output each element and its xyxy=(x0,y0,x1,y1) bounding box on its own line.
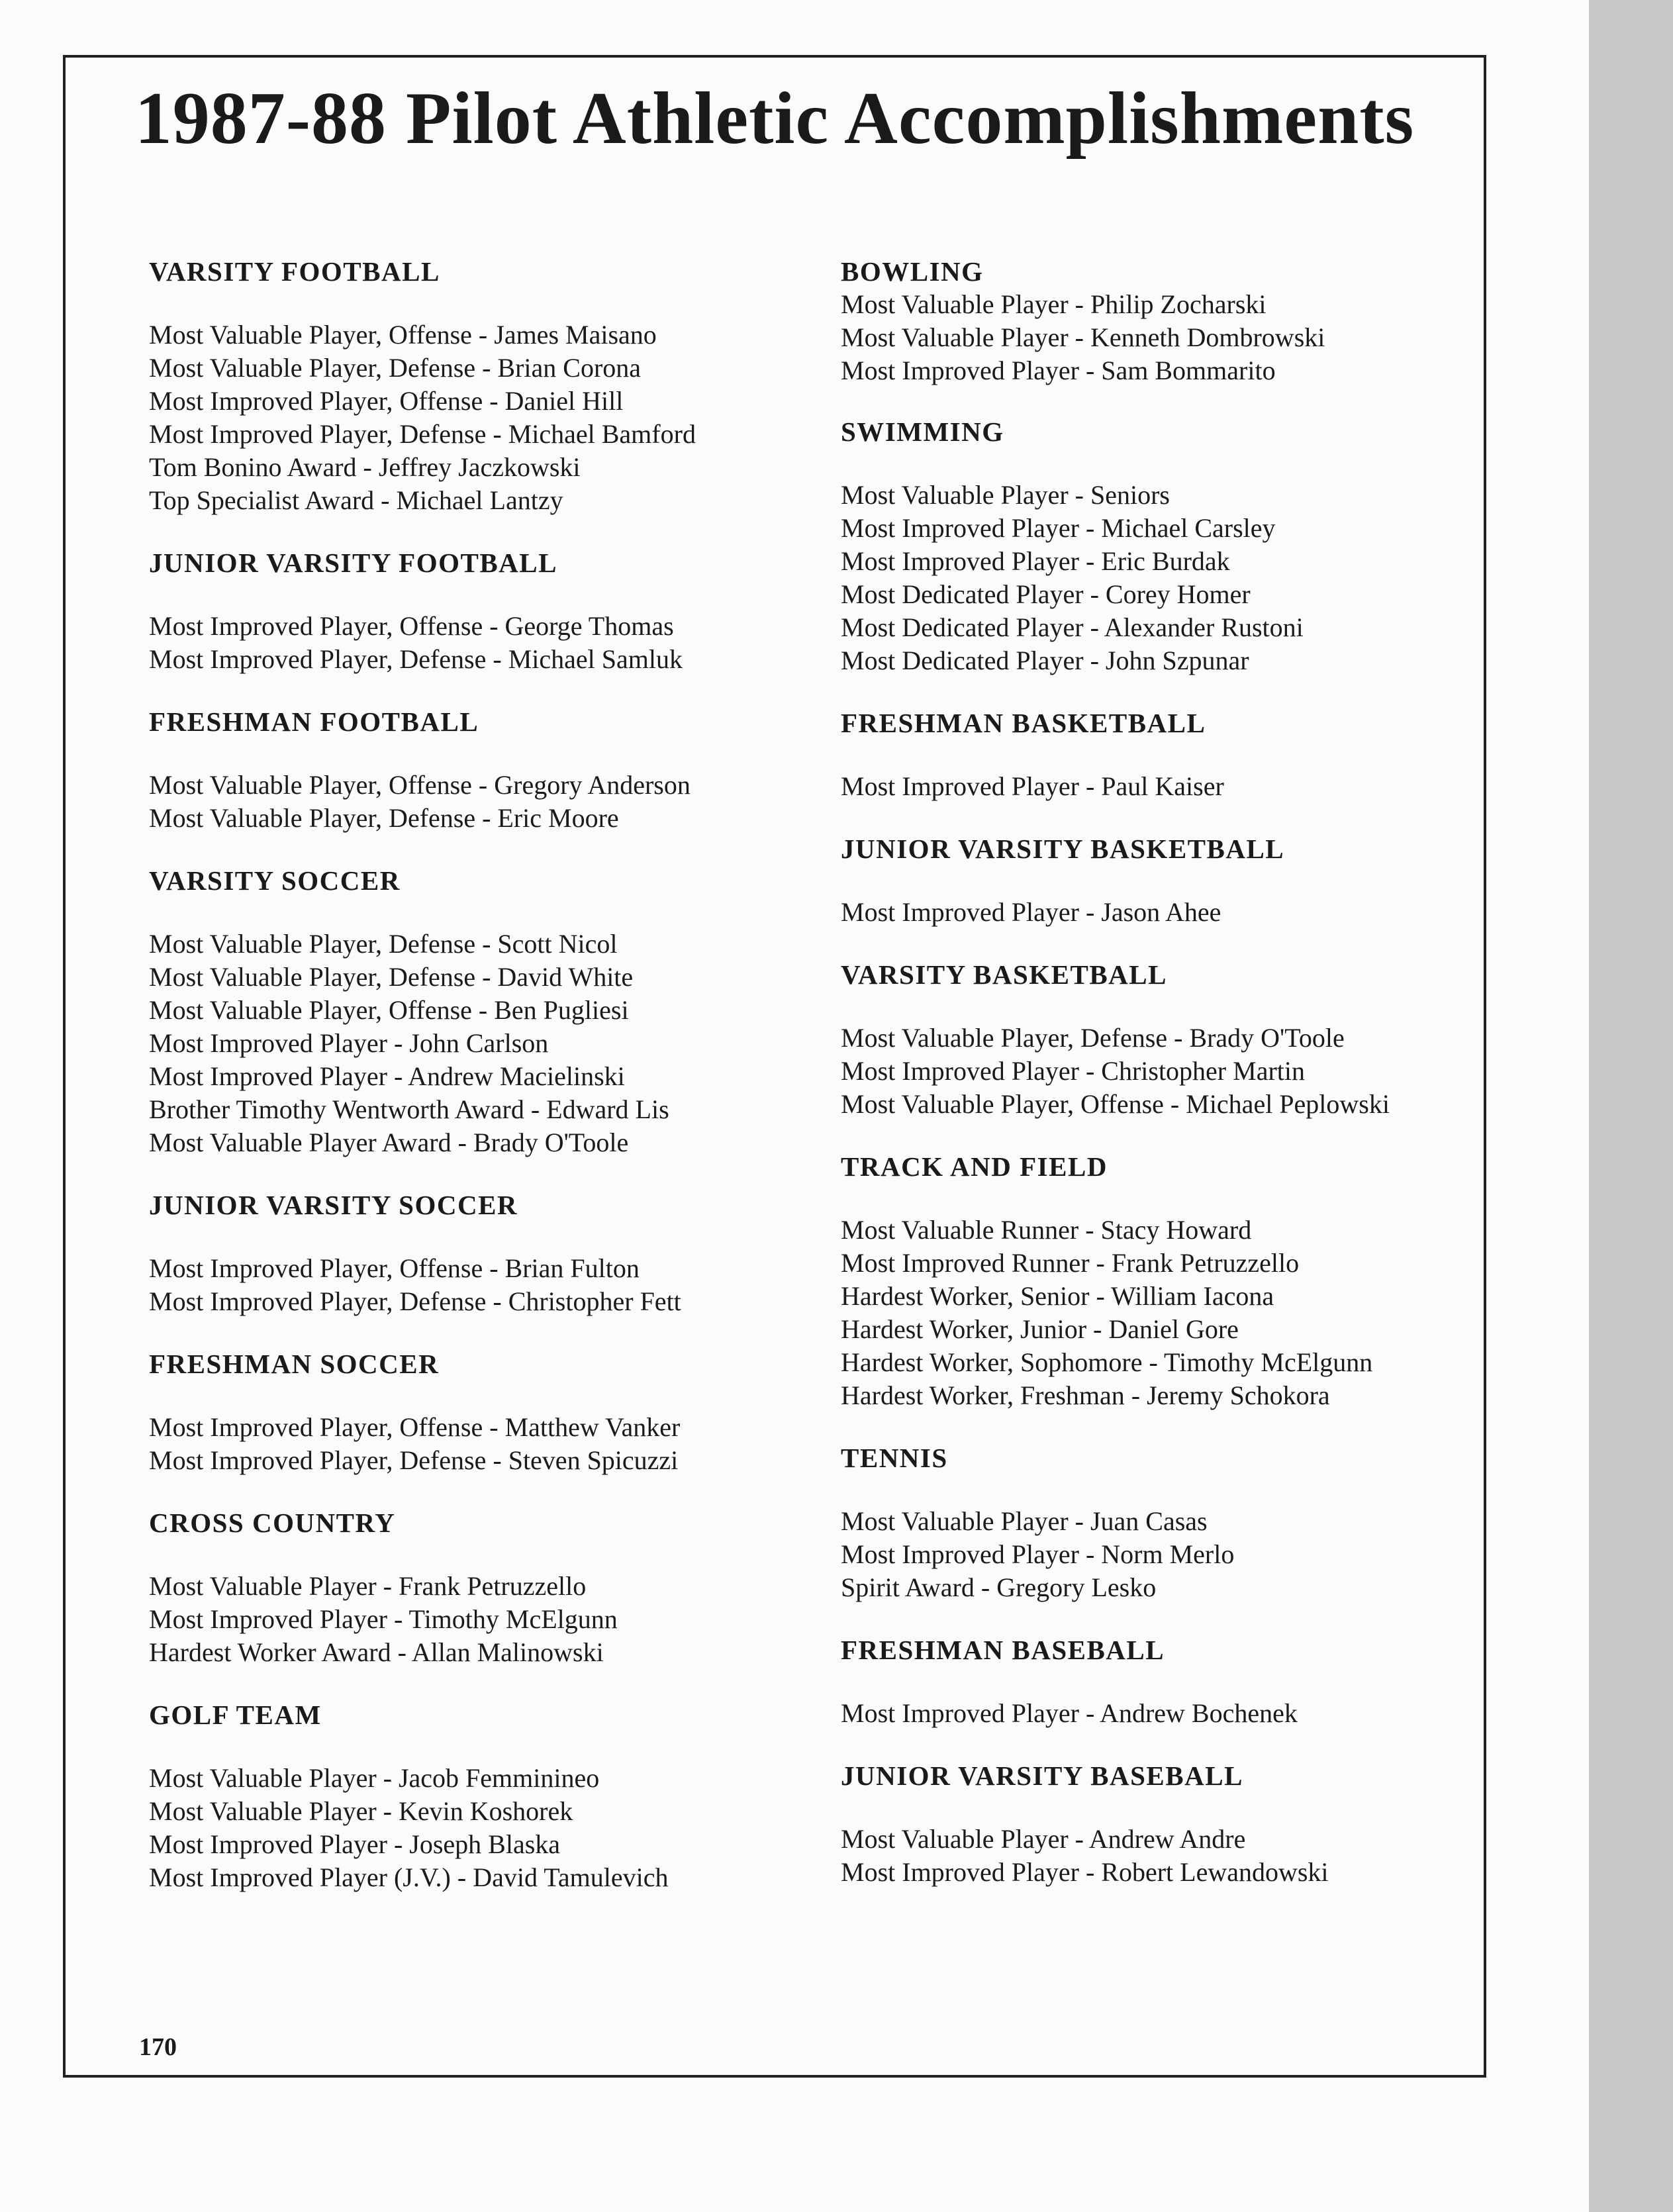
section-junior-varsity-soccer xyxy=(149,1188,811,1318)
list-item: Most Valuable Player - Jacob Femminineo xyxy=(149,1763,600,1793)
section-golf-team xyxy=(149,1698,811,1894)
list-item: Hardest Worker, Sophomore - Timothy McElgunn xyxy=(841,1347,1373,1377)
award-list xyxy=(841,1214,1503,1412)
section-heading: VARSITY SOCCER xyxy=(149,865,401,896)
list-item: Most Valuable Player - Philip Zocharski xyxy=(841,289,1267,319)
section-freshman-soccer xyxy=(149,1347,811,1477)
section-heading: JUNIOR VARSITY BASEBALL xyxy=(841,1760,1243,1791)
list-item: Most Improved Player, Offense - Brian Fulton xyxy=(149,1253,640,1283)
list-item: Most Improved Player - Norm Merlo xyxy=(841,1539,1235,1569)
section-freshman-football xyxy=(149,705,811,835)
list-item: Hardest Worker, Freshman - Jeremy Schokora xyxy=(841,1380,1330,1410)
list-item: Most Improved Player, Defense - Christopher Fett xyxy=(149,1286,681,1316)
section-swimming xyxy=(841,415,1503,677)
section-heading: VARSITY BASKETBALL xyxy=(841,959,1167,990)
list-item: Most Improved Player - Andrew Bochenek xyxy=(841,1698,1298,1728)
list-item: Most Improved Runner - Frank Petruzzello xyxy=(841,1248,1300,1278)
left-column xyxy=(149,255,811,1894)
page-title: 1987-88 Pilot Athletic Accomplishments xyxy=(134,77,1415,160)
list-item: Most Valuable Runner - Stacy Howard xyxy=(841,1215,1252,1245)
list-item: Most Improved Player - Andrew Macielinski xyxy=(149,1061,625,1091)
list-item: Hardest Worker, Junior - Daniel Gore xyxy=(841,1314,1239,1344)
section-heading: CROSS COUNTRY xyxy=(149,1508,396,1538)
section-bowling xyxy=(841,255,1503,387)
section-heading: GOLF TEAM xyxy=(149,1700,322,1730)
list-item: Most Improved Player - Jason Ahee xyxy=(841,897,1221,927)
award-list xyxy=(149,769,811,835)
list-item: Most Improved Player, Offense - Matthew Vanker xyxy=(149,1412,681,1442)
list-item: Most Improved Player - Michael Carsley xyxy=(841,513,1276,543)
award-list xyxy=(149,1252,811,1318)
right-column xyxy=(841,255,1503,1889)
section-heading: JUNIOR VARSITY BASKETBALL xyxy=(841,834,1285,864)
list-item: Most Dedicated Player - Corey Homer xyxy=(841,579,1251,609)
list-item: Most Improved Player - John Carlson xyxy=(149,1028,549,1058)
award-list xyxy=(841,288,1503,387)
scan-margin xyxy=(1589,0,1673,2212)
section-freshman-basketball xyxy=(841,706,1503,803)
section-tennis xyxy=(841,1441,1503,1604)
section-cross-country xyxy=(149,1506,811,1669)
section-heading: BOWLING xyxy=(841,256,984,287)
list-item: Most Improved Player, Defense - Steven Spicuzzi xyxy=(149,1445,679,1475)
award-list xyxy=(841,1022,1503,1121)
list-item: Most Valuable Player - Juan Casas xyxy=(841,1506,1208,1536)
award-list xyxy=(841,1823,1503,1889)
award-list xyxy=(149,928,811,1159)
list-item: Most Dedicated Player - John Szpunar xyxy=(841,646,1249,675)
list-item: Most Improved Player - Christopher Martin xyxy=(841,1056,1305,1086)
section-junior-varsity-baseball xyxy=(841,1759,1503,1889)
award-list xyxy=(149,1570,811,1669)
list-item: Most Valuable Player, Defense - Brian Corona xyxy=(149,353,642,383)
page-number: 170 xyxy=(139,2033,177,2061)
list-item: Hardest Worker, Senior - William Iacona xyxy=(841,1281,1274,1311)
section-heading: FRESHMAN BASEBALL xyxy=(841,1635,1165,1665)
list-item: Most Valuable Player - Seniors xyxy=(841,480,1170,510)
award-list xyxy=(841,1505,1503,1604)
award-list xyxy=(149,610,811,676)
list-item: Most Valuable Player, Offense - Ben Pugliesi xyxy=(149,995,629,1025)
list-item: Brother Timothy Wentworth Award - Edward Lis xyxy=(149,1094,669,1124)
section-heading: TENNIS xyxy=(841,1443,948,1473)
award-list xyxy=(149,1762,811,1894)
section-heading: VARSITY FOOTBALL xyxy=(149,256,440,287)
section-heading: FRESHMAN BASKETBALL xyxy=(841,708,1206,738)
list-item: Most Valuable Player Award - Brady O'Toole xyxy=(149,1128,629,1157)
list-item: Most Valuable Player - Frank Petruzzello xyxy=(149,1571,587,1601)
award-list xyxy=(841,1697,1503,1730)
section-heading: SWIMMING xyxy=(841,416,1004,447)
list-item: Most Valuable Player, Defense - Brady O'Toole xyxy=(841,1023,1345,1053)
list-item: Tom Bonino Award - Jeffrey Jaczkowski xyxy=(149,452,581,482)
award-list xyxy=(841,479,1503,677)
section-junior-varsity-basketball xyxy=(841,832,1503,929)
list-item: Most Improved Player - Timothy McElgunn xyxy=(149,1604,618,1634)
list-item: Most Valuable Player - Andrew Andre xyxy=(841,1824,1246,1854)
section-varsity-football xyxy=(149,255,811,517)
list-item: Most Improved Player (J.V.) - David Tamulevich xyxy=(149,1862,669,1892)
list-item: Most Improved Player, Offense - George Thomas xyxy=(149,611,674,641)
award-list xyxy=(149,1411,811,1477)
list-item: Most Improved Player - Eric Burdak xyxy=(841,546,1230,576)
section-heading: TRACK AND FIELD xyxy=(841,1151,1108,1182)
section-junior-varsity-football xyxy=(149,546,811,676)
section-heading: JUNIOR VARSITY FOOTBALL xyxy=(149,548,557,578)
list-item: Most Improved Player - Joseph Blaska xyxy=(149,1829,561,1859)
award-list xyxy=(841,896,1503,929)
section-varsity-soccer xyxy=(149,864,811,1159)
section-heading: JUNIOR VARSITY SOCCER xyxy=(149,1190,518,1220)
award-list xyxy=(149,318,811,517)
list-item: Most Valuable Player, Offense - Gregory Anderson xyxy=(149,770,691,800)
list-item: Most Improved Player - Paul Kaiser xyxy=(841,771,1224,801)
section-varsity-basketball xyxy=(841,958,1503,1121)
list-item: Most Valuable Player - Kevin Koshorek xyxy=(149,1796,573,1826)
section-track-and-field xyxy=(841,1150,1503,1412)
list-item: Most Valuable Player, Offense - Michael Peplowski xyxy=(841,1089,1390,1119)
list-item: Most Improved Player - Robert Lewandowski xyxy=(841,1857,1329,1887)
section-heading: FRESHMAN SOCCER xyxy=(149,1349,440,1379)
award-list xyxy=(841,770,1503,803)
list-item: Most Valuable Player - Kenneth Dombrowski xyxy=(841,322,1325,352)
list-item: Spirit Award - Gregory Lesko xyxy=(841,1572,1157,1602)
list-item: Most Improved Player, Defense - Michael Bamford xyxy=(149,419,696,449)
list-item: Hardest Worker Award - Allan Malinowski xyxy=(149,1637,604,1667)
list-item: Most Improved Player - Sam Bommarito xyxy=(841,356,1276,385)
list-item: Most Dedicated Player - Alexander Rustoni xyxy=(841,612,1304,642)
list-item: Most Valuable Player, Defense - Scott Nicol xyxy=(149,929,618,959)
list-item: Most Improved Player, Offense - Daniel Hill xyxy=(149,386,624,416)
section-freshman-baseball xyxy=(841,1633,1503,1730)
list-item: Most Valuable Player, Defense - Eric Moore xyxy=(149,803,619,833)
list-item: Most Improved Player, Defense - Michael Samluk xyxy=(149,644,683,674)
list-item: Most Valuable Player, Offense - James Maisano xyxy=(149,320,657,350)
list-item: Top Specialist Award - Michael Lantzy xyxy=(149,485,563,515)
list-item: Most Valuable Player, Defense - David White xyxy=(149,962,634,992)
section-heading: FRESHMAN FOOTBALL xyxy=(149,706,479,737)
